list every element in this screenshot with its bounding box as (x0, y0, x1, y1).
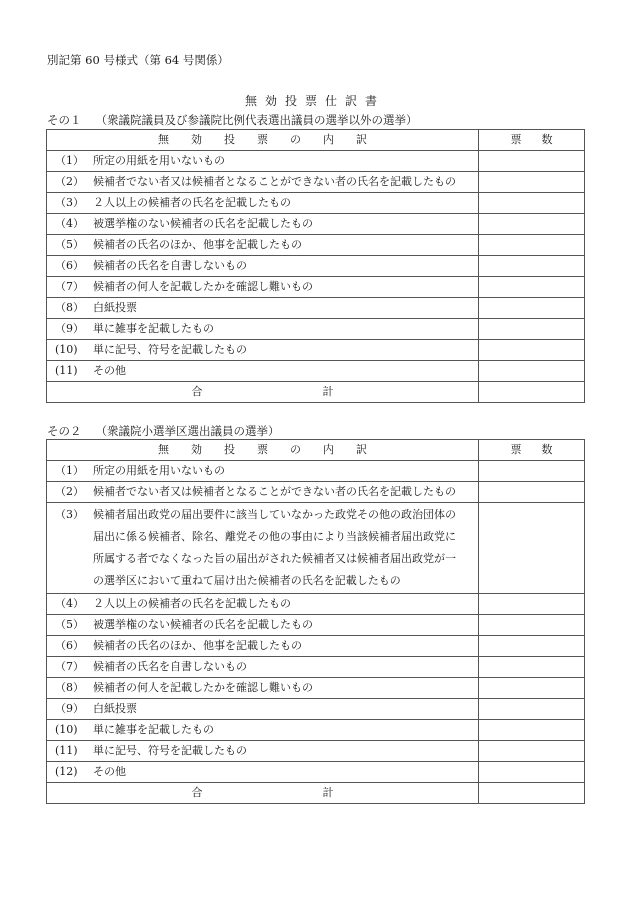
row-text: 単に記号、符号を記載したもの (93, 744, 247, 757)
table-row (47, 594, 585, 615)
table-row (47, 214, 585, 235)
total-row (47, 783, 585, 804)
row-description (47, 340, 479, 361)
table-row (47, 235, 585, 256)
row-number: （4） (55, 597, 84, 610)
table-row (47, 151, 585, 172)
row-number: （4） (55, 217, 84, 230)
total-label-left: 合 (191, 385, 203, 398)
vote-count-cell[interactable] (479, 319, 585, 340)
row-description (47, 482, 479, 503)
row-number: （1） (55, 464, 84, 477)
row-text: 白紙投票 (93, 702, 137, 715)
row-text: ２人以上の候補者の氏名を記載したもの (93, 196, 291, 209)
vote-count-cell[interactable] (479, 235, 585, 256)
table-row (47, 193, 585, 214)
vote-count-cell[interactable] (479, 699, 585, 720)
row-description (47, 741, 479, 762)
row-description (47, 361, 479, 382)
row-text: 候補者の何人を記載したかを確認し難いもの (93, 280, 313, 293)
row-text: その他 (93, 765, 126, 778)
vote-count-cell[interactable] (479, 678, 585, 699)
table-header-row (47, 130, 585, 151)
vote-count-cell[interactable] (479, 461, 585, 482)
row-description (47, 319, 479, 340)
row-number: （5） (55, 238, 84, 251)
vote-count-cell[interactable] (479, 172, 585, 193)
section-2-title: （衆議院小選挙区選出議員の選挙） (95, 424, 280, 438)
vote-count-cell[interactable] (479, 340, 585, 361)
invalid-vote-table-2 (46, 439, 585, 804)
table-row (47, 699, 585, 720)
row-text: その他 (93, 364, 126, 377)
row-number: （6） (55, 639, 84, 652)
table-row (47, 340, 585, 361)
row-number: (12) (55, 765, 78, 778)
total-label-right: 計 (322, 385, 334, 398)
form-reference: 別記第 60 号様式（第 64 号関係） (47, 53, 229, 67)
section-1-title: （衆議院議員及び参議院比例代表選出議員の選挙以外の選挙） (95, 113, 418, 127)
row-text: ２人以上の候補者の氏名を記載したもの (93, 597, 291, 610)
row-description (47, 762, 479, 783)
table-row (47, 256, 585, 277)
vote-count-cell[interactable] (479, 615, 585, 636)
row-number: （9） (55, 702, 84, 715)
row-description (47, 720, 479, 741)
vote-count-cell[interactable] (479, 298, 585, 319)
row-description (47, 172, 479, 193)
vote-count-cell[interactable] (479, 151, 585, 172)
row-number: （1） (55, 154, 84, 167)
section-2-number: その２ (47, 424, 82, 438)
row-number: （8） (55, 681, 84, 694)
row-number: （2） (55, 175, 84, 188)
row-text: 候補者の氏名を自書しないもの (93, 259, 247, 272)
section-2-label (47, 423, 280, 439)
row-text: 候補者の氏名のほか、他事を記載したもの (93, 238, 302, 251)
row-number: （5） (55, 618, 84, 631)
row-text: 候補者でない者又は候補者となることができない者の氏名を記載したもの (93, 485, 456, 498)
total-label (47, 783, 479, 804)
total-row (47, 382, 585, 403)
row-description (47, 461, 479, 482)
row-text: 被選挙権のない候補者の氏名を記載したもの (93, 618, 313, 631)
vote-count-cell[interactable] (479, 636, 585, 657)
row-text: 白紙投票 (93, 301, 137, 314)
vote-count-cell[interactable] (479, 503, 585, 594)
vote-count-cell[interactable] (479, 193, 585, 214)
row-number: (10) (55, 723, 78, 736)
table-row (47, 461, 585, 482)
row-number: （2） (55, 485, 84, 498)
total-count-cell[interactable] (479, 382, 585, 403)
table-row (47, 678, 585, 699)
row-number: （3） (55, 508, 84, 521)
vote-count-cell[interactable] (479, 277, 585, 298)
table-row (47, 361, 585, 382)
table-row (47, 298, 585, 319)
table-row (47, 503, 585, 594)
table-row (47, 172, 585, 193)
row-number: （9） (55, 322, 84, 335)
row-description (47, 256, 479, 277)
row-number: （6） (55, 259, 84, 272)
row-description (47, 503, 479, 594)
total-count-cell[interactable] (479, 783, 585, 804)
vote-count-cell[interactable] (479, 741, 585, 762)
row-text: 所定の用紙を用いないもの (93, 464, 225, 477)
row-text: 所定の用紙を用いないもの (93, 154, 225, 167)
row-text: 候補者でない者又は候補者となることができない者の氏名を記載したもの (93, 175, 456, 188)
vote-count-cell[interactable] (479, 762, 585, 783)
row-description (47, 151, 479, 172)
header-breakdown: 無効投票の内訳 (47, 440, 479, 461)
row-description (47, 678, 479, 699)
row-number: （3） (55, 196, 84, 209)
row-number: （7） (55, 280, 84, 293)
table-row (47, 741, 585, 762)
row-description (47, 594, 479, 615)
row-description (47, 298, 479, 319)
vote-count-cell[interactable] (479, 720, 585, 741)
row-number: （8） (55, 301, 84, 314)
row-text: 候補者届出政党の届出要件に該当していなかった政党その他の政治団体の 届出に係る候補者、除名、離党その他の事由により当該候補者届出政党に 所属する者でなくなった旨の届出がされた候補者又は候補者届出政党が一 の選挙区において重ねて届け出た候補者の氏名を記載したもの (93, 508, 456, 587)
row-number: (11) (55, 364, 78, 377)
row-text: 被選挙権のない候補者の氏名を記載したもの (93, 217, 313, 230)
vote-count-cell[interactable] (479, 594, 585, 615)
row-description (47, 699, 479, 720)
row-description (47, 636, 479, 657)
row-description (47, 277, 479, 298)
row-number: （7） (55, 660, 84, 673)
row-description (47, 235, 479, 256)
vote-count-cell[interactable] (479, 657, 585, 678)
table-row (47, 657, 585, 678)
row-description (47, 615, 479, 636)
table-row (47, 720, 585, 741)
table-row (47, 319, 585, 340)
table-header-row (47, 440, 585, 461)
table-row (47, 277, 585, 298)
header-breakdown: 無効投票の内訳 (47, 130, 479, 151)
row-text: 候補者の氏名のほか、他事を記載したもの (93, 639, 302, 652)
invalid-vote-table-1 (46, 129, 585, 403)
row-text: 単に雑事を記載したもの (93, 322, 214, 335)
header-vote-count: 票数 (479, 130, 585, 151)
table-row (47, 636, 585, 657)
row-description (47, 193, 479, 214)
total-label-right: 計 (322, 786, 334, 799)
row-number: (10) (55, 343, 78, 356)
table-row (47, 482, 585, 503)
section-1-number: その１ (47, 113, 82, 127)
total-label-left: 合 (191, 786, 203, 799)
table-row (47, 615, 585, 636)
vote-count-cell[interactable] (479, 214, 585, 235)
vote-count-cell[interactable] (479, 256, 585, 277)
section-1-label (47, 112, 418, 128)
row-number: (11) (55, 744, 78, 757)
row-description (47, 657, 479, 678)
table-row (47, 762, 585, 783)
row-text: 候補者の何人を記載したかを確認し難いもの (93, 681, 313, 694)
row-text: 単に雑事を記載したもの (93, 723, 214, 736)
row-text: 候補者の氏名を自書しないもの (93, 660, 247, 673)
vote-count-cell[interactable] (479, 482, 585, 503)
total-label (47, 382, 479, 403)
vote-count-cell[interactable] (479, 361, 585, 382)
row-text: 単に記号、符号を記載したもの (93, 343, 247, 356)
document-title: 無効投票仕訳書 (244, 94, 385, 108)
row-description (47, 214, 479, 235)
header-vote-count: 票数 (479, 440, 585, 461)
